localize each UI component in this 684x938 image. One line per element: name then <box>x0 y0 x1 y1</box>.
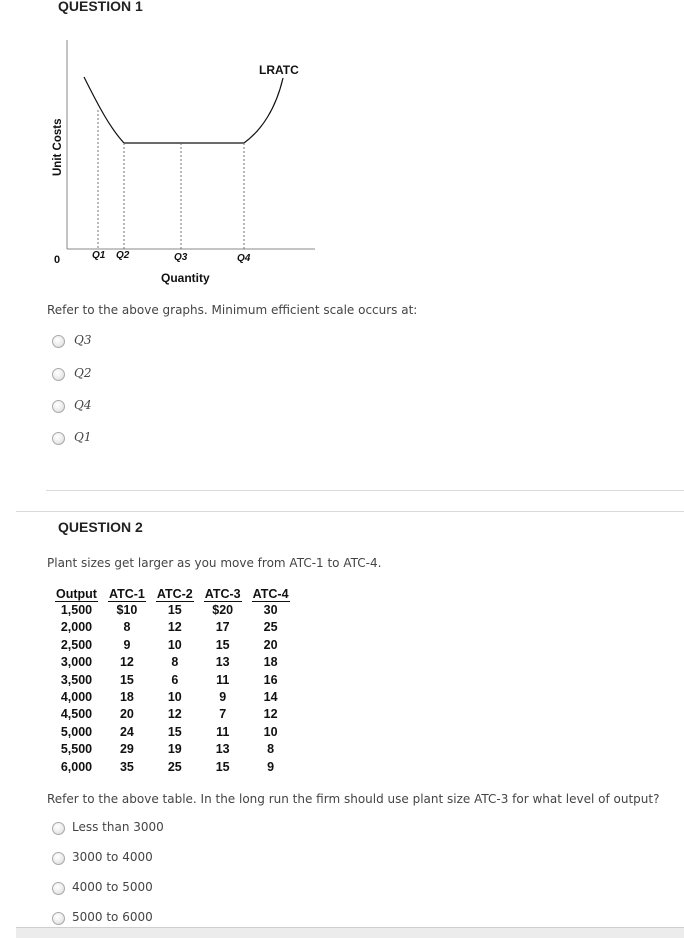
y-axis-label: Unit Costs <box>52 118 64 176</box>
header-atc-3: ATC-3 <box>204 587 241 601</box>
question-2-prompt: Refer to the above table. In the long run the firm should use plant size ATC-3 for what level of output? <box>47 792 660 806</box>
tick-label-q1: Q1 <box>92 250 106 261</box>
tick-label-q3: Q3 <box>174 252 188 263</box>
option-label: Q2 <box>74 366 92 380</box>
table-header-row <box>50 587 295 602</box>
lratc-graph <box>40 30 330 290</box>
header-output: Output <box>56 587 97 601</box>
tick-label-q4: Q4 <box>237 253 251 264</box>
table-row: 2,000 8 12 17 25 <box>60 620 278 635</box>
table-row: 5,500 29 19 13 8 <box>60 742 275 757</box>
table-row: 1,500 $10 15 $20 30 <box>60 603 278 617</box>
question-1-prompt: Refer to the above graphs. Minimum efficient scale occurs at: <box>47 303 418 317</box>
atc-table <box>50 587 295 776</box>
x-axis-label: Quantity <box>161 271 210 285</box>
table-row: 3,500 15 6 11 16 <box>60 672 278 687</box>
table-row: 6,000 35 25 15 9 <box>60 759 275 774</box>
option-label: 5000 to 6000 <box>72 910 153 924</box>
radio-button[interactable] <box>52 335 65 348</box>
origin-label: 0 <box>54 254 61 266</box>
option-label: 3000 to 4000 <box>72 850 153 864</box>
header-atc-2: ATC-2 <box>156 587 193 601</box>
table-row: 3,000 12 8 13 18 <box>60 655 278 670</box>
radio-button[interactable] <box>52 912 65 925</box>
option-label: Q4 <box>74 398 92 412</box>
radio-button[interactable] <box>52 432 65 445</box>
option-label: Q3 <box>74 333 92 347</box>
radio-button[interactable] <box>52 400 65 413</box>
radio-button[interactable] <box>52 368 65 381</box>
answer-divider <box>46 490 684 491</box>
table-row: 4,500 20 12 7 12 <box>60 707 278 722</box>
radio-button[interactable] <box>52 882 65 895</box>
question-divider <box>16 511 684 512</box>
table-row: 4,000 18 10 9 14 <box>60 690 278 705</box>
question-2-title: QUESTION 2 <box>58 519 143 535</box>
radio-button[interactable] <box>52 852 65 865</box>
option-label: 4000 to 5000 <box>72 880 153 894</box>
option-label: Q1 <box>74 430 92 444</box>
option-label: Less than 3000 <box>72 820 164 834</box>
table-row: 5,000 24 15 11 10 <box>60 724 278 739</box>
radio-button[interactable] <box>52 822 65 835</box>
lratc-curve <box>84 77 283 143</box>
question-1-title: QUESTION 1 <box>58 0 143 14</box>
bottom-panel-edge <box>16 927 684 938</box>
question-2-intro: Plant sizes get larger as you move from ATC-1 to ATC-4. <box>47 556 382 570</box>
table-row: 2,500 9 10 15 20 <box>60 637 278 652</box>
tick-label-q2: Q2 <box>116 250 130 261</box>
header-atc-4: ATC-4 <box>252 587 289 601</box>
lratc-label: LRATC <box>259 63 299 77</box>
header-atc-1: ATC-1 <box>108 587 145 601</box>
